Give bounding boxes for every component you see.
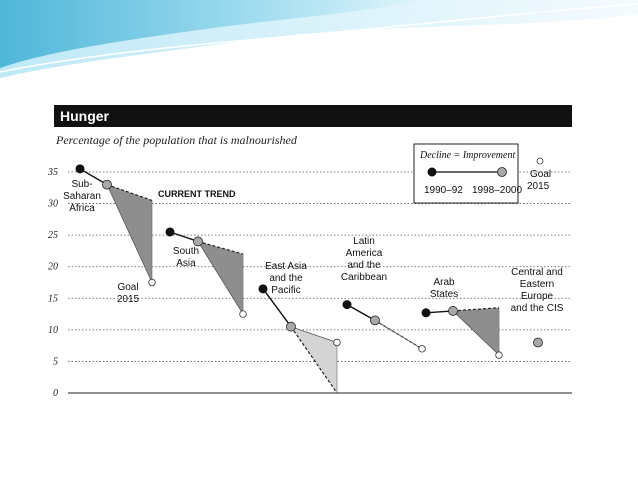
point-1990 — [259, 285, 267, 293]
point-1998 — [534, 338, 543, 347]
title-bar — [54, 105, 572, 127]
chart-panel — [20, 92, 604, 415]
y-tick-label: 5 — [53, 356, 58, 368]
legend-1990-marker — [428, 168, 436, 176]
region-label-line: Pacific — [271, 285, 301, 296]
y-tick-label: 35 — [48, 167, 58, 178]
region-label-line: Central and — [511, 267, 563, 278]
region-label-line: and the — [347, 260, 381, 271]
y-tick-label: 25 — [48, 230, 58, 242]
region-label-line: and the — [269, 273, 303, 284]
y-tick-label: 10 — [48, 324, 58, 336]
region-label — [63, 179, 101, 214]
legend-goal-marker — [537, 158, 543, 164]
chart-title: Hunger — [60, 108, 109, 124]
y-tick-label: 15 — [48, 293, 58, 305]
region-label-line: East Asia — [265, 261, 307, 272]
y-tick-labels — [47, 167, 58, 399]
region-label — [265, 261, 307, 296]
region-label — [430, 277, 458, 300]
legend-item-goal-line2: 2015 — [527, 181, 550, 192]
region-label-line: Saharan — [63, 191, 101, 202]
y-tick-label: 20 — [48, 261, 58, 273]
y-tick-label: 0 — [53, 388, 58, 399]
hunger-chart — [20, 92, 604, 415]
goal-2015-label-line: Goal — [117, 282, 139, 293]
region-label-line: Arab — [433, 277, 455, 288]
point-1990 — [76, 165, 84, 173]
point-goal-2015 — [419, 346, 426, 353]
region-label-line: States — [429, 289, 459, 300]
region-label — [511, 267, 564, 314]
region-label-line: Asia — [176, 258, 196, 269]
legend-1998-marker — [498, 168, 507, 177]
point-1998 — [449, 306, 458, 315]
current-trend-annotation: CURRENT TREND — [158, 189, 236, 199]
region-label-line: South — [172, 246, 200, 257]
legend-item-1998: 1998–2000 — [472, 185, 523, 196]
legend-header: Decline = Improvement — [420, 150, 516, 161]
region-label-line: Latin — [353, 236, 375, 247]
region-label-line: and the CIS — [510, 303, 564, 314]
chart-subtitle: Percentage of the population that is malnourished — [56, 133, 297, 147]
point-goal-2015 — [334, 339, 341, 346]
point-1998 — [103, 180, 112, 189]
region-label-line: Europe — [520, 291, 554, 302]
point-1998 — [287, 322, 296, 331]
point-goal-2015 — [240, 311, 247, 318]
goal-2015-label — [117, 282, 140, 305]
y-tick-label: 30 — [48, 198, 58, 210]
goal-line — [375, 320, 422, 348]
region-label-line: America — [345, 248, 383, 259]
point-1998 — [371, 316, 380, 325]
region-label-line: Sub- — [71, 179, 93, 190]
point-1998 — [194, 237, 203, 246]
legend — [414, 144, 551, 203]
region-label-line: Caribbean — [340, 272, 388, 283]
region-label — [173, 246, 199, 269]
legend-item-1990: 1990–92 — [424, 185, 463, 196]
goal-2015-label-line: 2015 — [116, 294, 140, 305]
region-label-line: Africa — [69, 203, 95, 214]
legend-item-goal-line1: Goal — [530, 169, 552, 180]
point-goal-2015 — [496, 352, 503, 359]
point-1990 — [422, 309, 430, 317]
region-label — [341, 236, 387, 283]
point-1990 — [166, 228, 174, 236]
point-1990 — [343, 301, 351, 309]
point-goal-2015 — [149, 279, 156, 286]
region-label-line: Eastern — [519, 279, 555, 290]
